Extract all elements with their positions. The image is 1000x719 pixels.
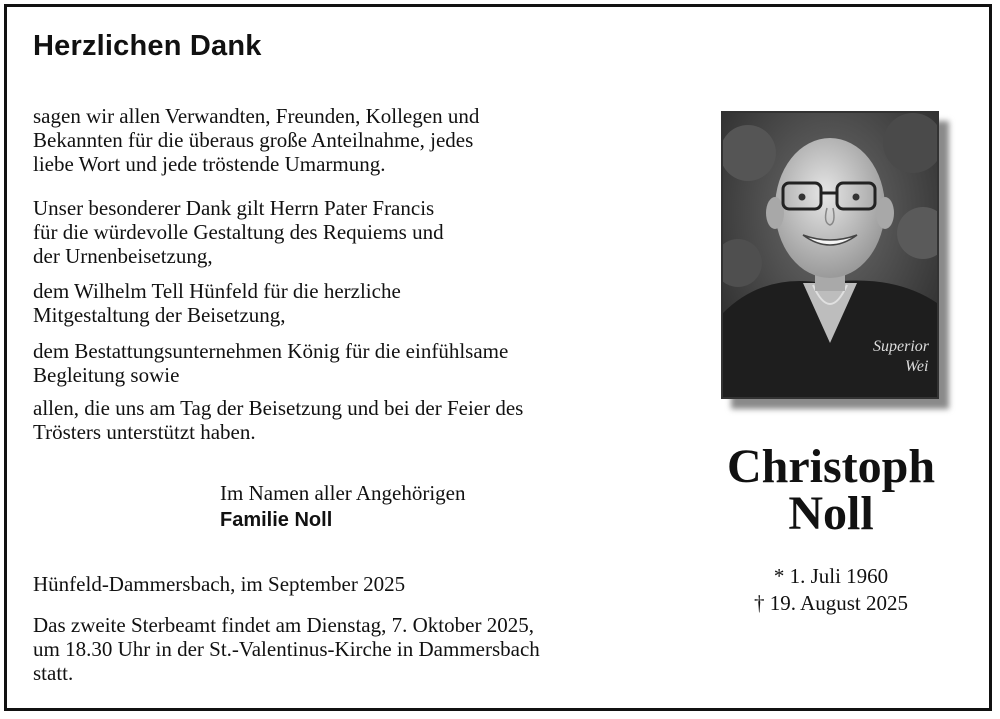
place-date: Hünfeld-Dammersbach, im September 2025 [33,572,406,596]
deceased-last-name: Noll [788,487,874,540]
service-note: Das zweite Sterbeamt findet am Dienstag, 7. Oktober 2025, um 18.30 Uhr in der St.-Valentinus-Kirche in Dammersbach statt. [33,613,540,685]
birth-date: * 1. Juli 1960 [773,564,889,588]
portrait-photo [721,111,939,399]
thanks-paragraph: dem Wilhelm Tell Hünfeld für die herzliche Mitgestaltung der Beisetzung, [33,279,401,327]
thanks-paragraph: Unser besonderer Dank gilt Herrn Pater Francis für die würdevolle Gestaltung des Requiems und der Urnenbeisetzung, [33,196,444,268]
death-date: † 19. August 2025 [753,591,908,615]
signature-intro: Im Namen aller Angehörigen [220,481,466,505]
notice-heading: Herzlichen Dank [33,30,262,62]
thanks-paragraph: sagen wir allen Verwandten, Freunden, Kollegen und Bekannten für die überaus große Anteilnahme, jedes liebe Wort und jede tröstende Umarmung. [33,104,480,176]
thanks-paragraph: allen, die uns am Tag der Beisetzung und bei der Feier des Trösters unterstützt haben. [33,396,524,444]
portrait-illustration [723,113,937,397]
shirt-print-text: Wei [905,358,929,375]
shirt-print-text: Superior [873,338,929,355]
thanks-paragraph: dem Bestattungsunternehmen König für die einfühlsame Begleitung sowie [33,339,509,387]
deceased-first-name: Christoph [726,440,936,493]
portrait-image [721,111,939,399]
signature-family: Familie Noll [220,509,333,531]
